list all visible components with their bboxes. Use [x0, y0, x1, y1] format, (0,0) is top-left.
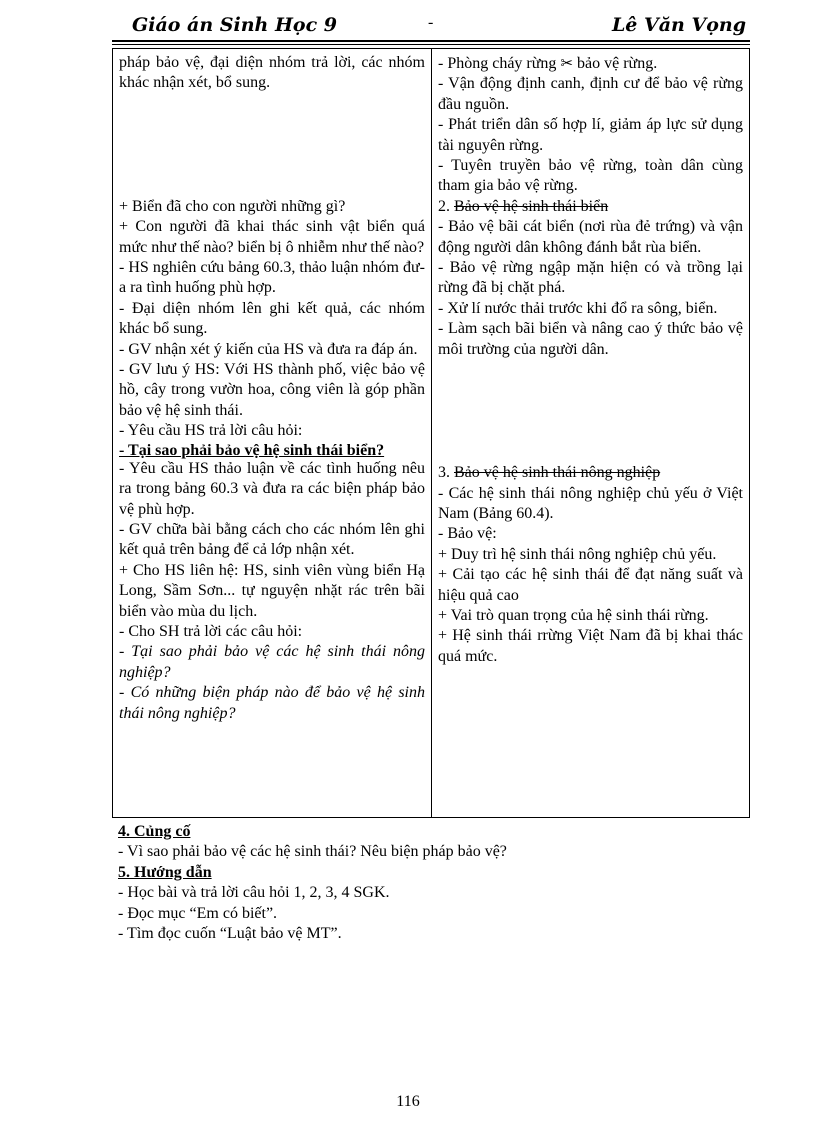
page-header — [112, 10, 750, 38]
right-paragraph: - Bảo vệ: — [438, 525, 497, 543]
page-number: 116 — [396, 1093, 420, 1110]
right-paragraph: - Bảo vệ rừng ngập mặn hiện có và trồng lại rừng đã bị chặt phá. — [438, 259, 743, 297]
section-4-line: - Vì sao phải bảo vệ các hệ sinh thái? Nêu biện pháp bảo vệ? — [118, 843, 507, 861]
spacer — [119, 94, 425, 197]
spacer — [438, 360, 743, 463]
left-paragraph: - Đại diện nhóm lên ghi kết quả, các nhóm khác bổ sung. — [119, 299, 425, 338]
section-5-heading: 5. Hướng dẫn — [118, 863, 212, 881]
right-paragraph: + Hệ sinh thái rrừng Việt Nam đã bị khai thác quá mức. — [438, 627, 743, 665]
header-separator: - — [428, 14, 434, 31]
right-text: bảo vệ rừng. — [577, 55, 658, 72]
lesson-table — [112, 48, 750, 818]
bold-question: - Tại sao phải bảo vệ hệ sinh thái biển? — [119, 441, 385, 459]
left-paragraph: + Biển đã cho con người những gì? — [119, 197, 346, 215]
header-author: Lê Văn Vọng — [611, 14, 746, 36]
right-paragraph: - Xử lí nước thải trước khi đổ ra sông, biển. — [438, 299, 718, 317]
section-5-line: - Học bài và trả lời câu hỏi 1, 2, 3, 4 SGK. — [118, 884, 390, 902]
section-title: Bảo vệ hệ sinh thái biển — [454, 197, 609, 215]
right-text: - Phòng cháy rừng — [438, 55, 557, 72]
content-column — [432, 49, 750, 818]
left-paragraph: - GV lưu ý HS: Với HS thành phố, việc bảo vệ hồ, cây trong vườn hoa, công viên là góp phần bảo vệ hệ sinh thái. — [119, 361, 425, 419]
left-paragraph: - Cho SH trả lời các câu hỏi: — [119, 622, 303, 640]
italic-question: - Tại sao phải bảo vệ các hệ sinh thái nông nghiệp? — [119, 643, 425, 681]
scissors-icon: ✂ — [560, 54, 574, 72]
right-paragraph: + Vai trò quan trọng của hệ sinh thái rừng. — [438, 606, 709, 624]
section-4-heading: 4. Củng cố — [118, 823, 191, 840]
header-title: Giáo án Sinh Học 9 — [132, 14, 337, 36]
left-paragraph: + Cho HS liên hệ: HS, sinh viên vùng biển Hạ Long, Sầm Sơn... tự nguyện nhặt rác trên bãi biển vào mùa du lịch. — [119, 561, 425, 620]
right-paragraph: - Vận động định canh, định cư để bảo vệ rừng đầu nguồn. — [438, 75, 743, 113]
section-5-line: - Tìm đọc cuốn “Luật bảo vệ MT”. — [118, 925, 342, 943]
right-paragraph: - Bảo vệ bãi cát biển (nơi rùa đẻ trứng) và vận động người dân không đánh bắt rùa biển. — [438, 218, 743, 256]
section-3-heading — [438, 463, 743, 483]
left-paragraph: - Yêu cầu HS trả lời câu hỏi: — [119, 422, 303, 440]
left-paragraph: pháp bảo vệ, đại diện nhóm trả lời, các nhóm khác nhận xét, bổ sung. — [119, 54, 425, 92]
right-paragraph: - Phát triển dân số hợp lí, giảm áp lực sử dụng tài nguyên rừng. — [438, 116, 743, 154]
left-paragraph: - GV chữa bài bằng cách cho các nhóm lên ghi kết quả trên bảng để cả lớp nhận xét. — [119, 520, 425, 559]
lesson-footer-sections — [118, 822, 738, 944]
section-number: 2. — [438, 197, 450, 215]
section-5-line: - Đọc mục “Em có biết”. — [118, 904, 278, 922]
right-paragraph: + Cải tạo các hệ sinh thái để đạt năng suất và hiệu quả cao — [438, 566, 743, 604]
right-paragraph: - Các hệ sinh thái nông nghiệp chủ yếu ở Việt Nam (Bảng 60.4). — [438, 484, 743, 522]
header-rule-thin — [112, 44, 750, 45]
left-paragraph: - Yêu cầu HS thảo luận về các tình huống nêu ra trong bảng 60.3 và đưa ra các biện pháp bảo vệ phù hợp. — [119, 459, 425, 518]
right-paragraph: - Làm sạch bãi biển và nâng cao ý thức bảo vệ môi trường của người dân. — [438, 320, 743, 358]
section-number: 3. — [438, 464, 450, 482]
left-paragraph: + Con người đã khai thác sinh vật biển quá mức như thế nào? biển bị ô nhiễm như thế nào? — [119, 218, 425, 256]
left-paragraph: - GV nhận xét ý kiến của HS và đưa ra đáp án. — [119, 340, 418, 358]
teacher-activity-column — [113, 49, 432, 818]
header-rule — [112, 40, 750, 42]
section-2-heading — [438, 197, 743, 217]
section-title: Bảo vệ hệ sinh thái nông nghiệp — [454, 464, 661, 482]
left-paragraph: - HS nghiên cứu bảng 60.3, thảo luận nhóm đưa ra tình huống phù hợp. — [119, 259, 425, 297]
italic-question: - Có những biện pháp nào để bảo vệ hệ sinh thái nông nghiệp? — [119, 684, 425, 722]
right-paragraph: - Tuyên truyền bảo vệ rừng, toàn dân cùng tham gia bảo vệ rừng. — [438, 157, 743, 195]
right-paragraph — [438, 53, 743, 74]
right-paragraph: + Duy trì hệ sinh thái nông nghiệp chủ yếu. — [438, 545, 717, 563]
